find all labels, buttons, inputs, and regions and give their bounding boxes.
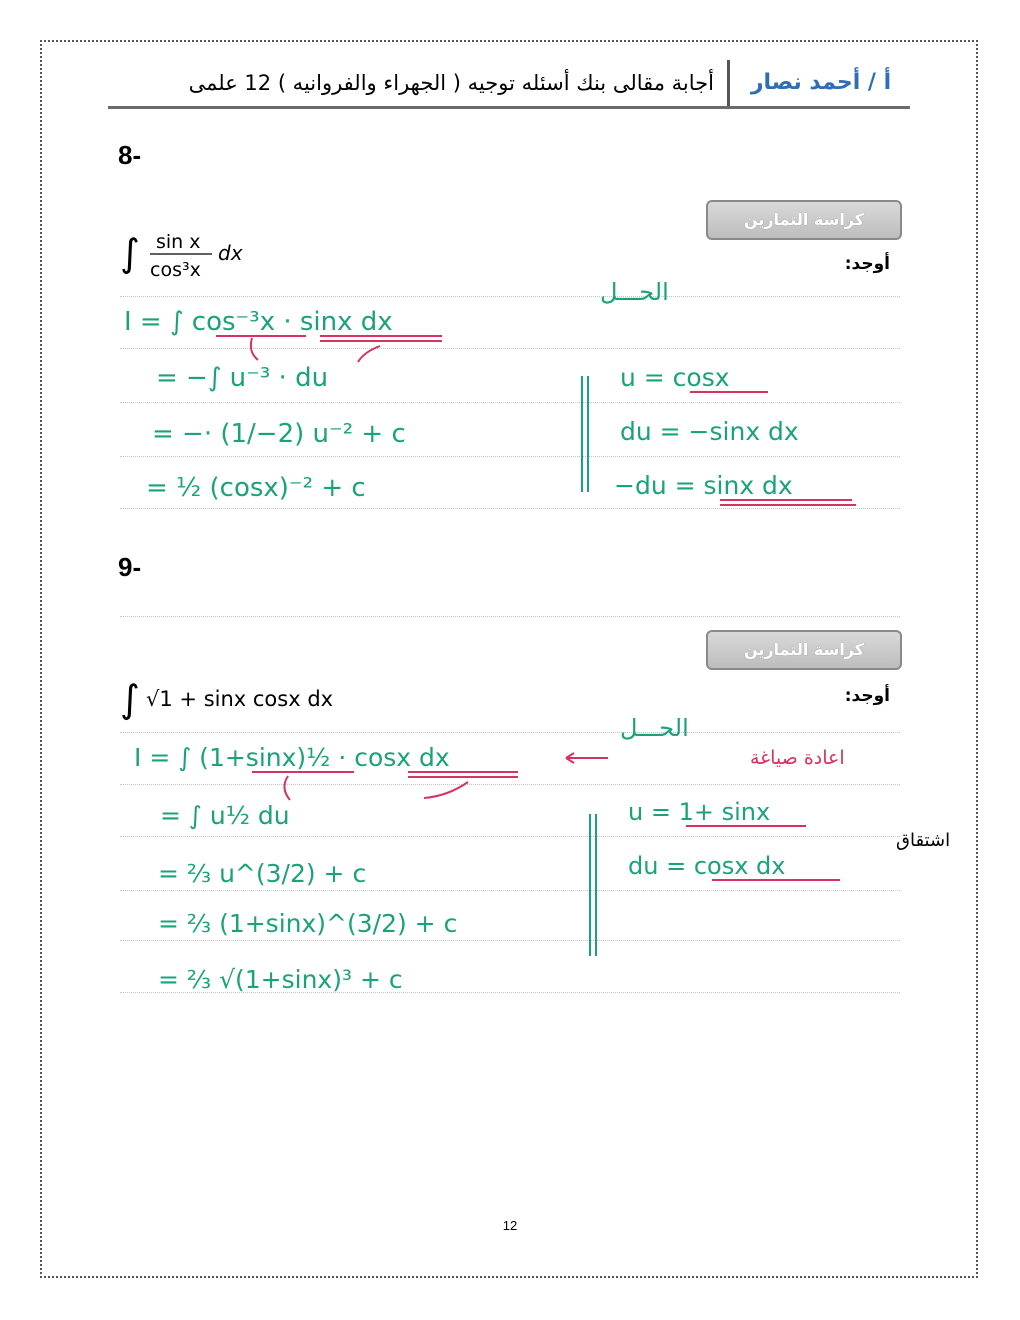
q9-find-label: أوجد: <box>844 686 890 706</box>
q8-exercise-sheet <box>120 196 900 522</box>
q9-step-2: = ∫ u½ du <box>160 801 290 830</box>
q8-sub-neg-du: −du = sinx dx <box>614 471 793 500</box>
q8-problem-dx: dx <box>218 241 243 265</box>
q8-problem-numerator: sin x <box>156 231 201 253</box>
header-underline <box>108 106 910 109</box>
q9-derivative-note: اشتقاق <box>896 830 951 851</box>
q8-step-1: I = ∫ cos⁻³x · sinx dx <box>124 307 393 337</box>
q9-sub-du: du = cosx dx <box>628 852 786 880</box>
q8-step-2: = −∫ u⁻³ · du <box>156 363 329 393</box>
q8-step-4: = ½ (cosx)⁻² + c <box>146 473 366 503</box>
q8-handwritten-work <box>120 196 900 522</box>
q9-step-5: = ⅔ √(1+sinx)³ + c <box>158 965 403 994</box>
q9-exercise-sheet <box>120 600 951 1012</box>
q9-solution-label: الحـــل <box>620 714 689 742</box>
q9-step-3: = ⅔ u^(3/2) + c <box>158 859 367 888</box>
question-9-number: 9- <box>118 552 142 582</box>
q9-handwritten-work <box>120 600 951 1012</box>
q8-sub-u: u = cosx <box>620 363 730 392</box>
header-title: أجابة مقالى بنك أسئله توجيه ( الجهراء والفروانيه ) 12 علمى <box>188 71 714 95</box>
q8-integral-sign: ∫ <box>120 231 140 275</box>
q9-integral-sign: ∫ <box>120 677 140 721</box>
q9-problem-expression: √1 + sinx cosx dx <box>146 687 334 711</box>
q8-sub-du: du = −sinx dx <box>620 417 799 446</box>
page-number: 12 <box>502 1218 518 1233</box>
page-header <box>108 58 910 108</box>
author-name: أ / أحمد نصار <box>750 70 892 95</box>
q8-problem-denominator: cos³x <box>150 259 201 281</box>
q9-step-4: = ⅔ (1+sinx)^(3/2) + c <box>158 909 458 938</box>
q8-workbook-badge: كراسة التمارين <box>706 200 902 240</box>
q9-rewrite-note: اعادة صياغة <box>750 747 845 769</box>
q8-step-3: = −· (1/−2) u⁻² + c <box>152 419 406 449</box>
q9-step-1: I = ∫ (1+sinx)½ · cosx dx <box>134 743 450 772</box>
q8-find-label: أوجد: <box>844 254 890 274</box>
question-8-number: 8- <box>118 140 142 170</box>
q9-workbook-badge: كراسة التمارين <box>706 630 902 670</box>
q9-sub-u: u = 1+ sinx <box>628 798 771 826</box>
header-separator <box>727 60 730 106</box>
q8-solution-label: الحـــل <box>600 278 669 306</box>
